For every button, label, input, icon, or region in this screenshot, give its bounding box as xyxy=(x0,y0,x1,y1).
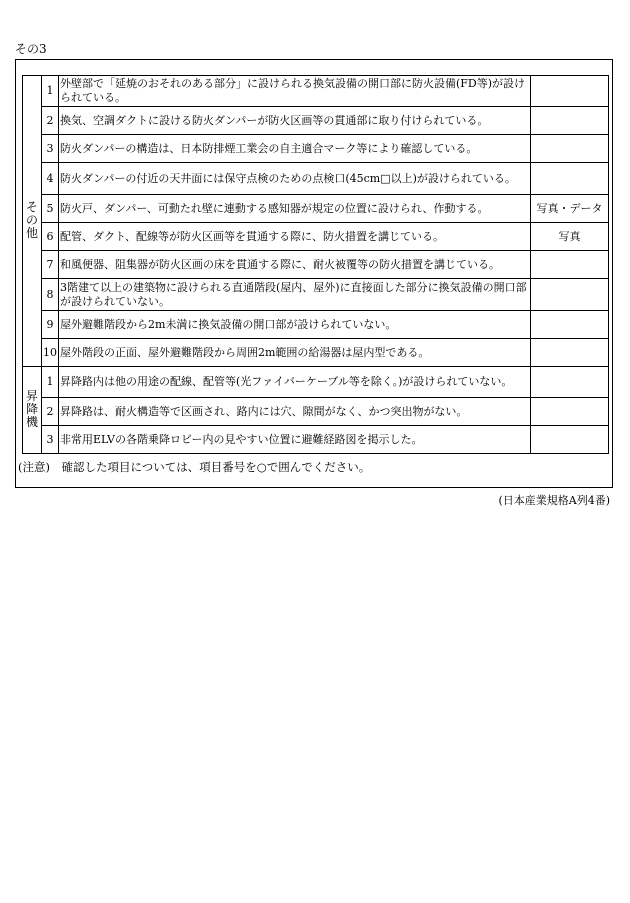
item-text: 和風便器、阻集器が防火区画の床を貫通する際に、耐火被覆等の防火措置を講じている。 xyxy=(59,251,531,279)
table-row xyxy=(23,251,609,279)
table-row xyxy=(23,76,609,107)
item-text: 3階建て以上の建築物に設けられる直通階段(屋内、屋外)に直接面した部分に換気設備の開口部が設けられていない。 xyxy=(59,279,531,311)
item-number: 7 xyxy=(42,251,59,279)
category-label: 昇降機 xyxy=(26,389,39,429)
table-row xyxy=(23,398,609,426)
item-text: 外壁部で「延焼のおそれのある部分」に設けられる換気設備の開口部に防火設備(FD等)が設けられている。 xyxy=(59,76,531,107)
item-number: 8 xyxy=(42,279,59,311)
item-number: 2 xyxy=(42,107,59,135)
table-row xyxy=(23,279,609,311)
evidence-cell xyxy=(531,163,609,195)
evidence-cell xyxy=(531,76,609,107)
evidence-cell xyxy=(531,251,609,279)
item-text: 昇降路内は他の用途の配線、配管等(光ファイバーケーブル等を除く。)が設けられていない。 xyxy=(59,367,531,398)
item-number: 5 xyxy=(42,195,59,223)
table-row xyxy=(23,311,609,339)
category-label: その他 xyxy=(26,200,39,240)
item-number: 3 xyxy=(42,135,59,163)
evidence-cell: 写真 xyxy=(531,223,609,251)
item-text: 防火ダンパーの構造は、日本防排煙工業会の自主適合マーク等により確認している。 xyxy=(59,135,531,163)
item-text: 換気、空調ダクトに設ける防火ダンパーが防火区画等の貫通部に取り付けられている。 xyxy=(59,107,531,135)
table-row xyxy=(23,426,609,454)
item-text: 非常用ELVの各階乗降ロビー内の見やすい位置に避難経路図を掲示した。 xyxy=(59,426,531,454)
category-other xyxy=(23,76,42,367)
table-row xyxy=(23,367,609,398)
checklist-table xyxy=(22,75,609,454)
item-number: 6 xyxy=(42,223,59,251)
item-text: 屋外避難階段から2m未満に換気設備の開口部が設けられていない。 xyxy=(59,311,531,339)
item-text: 防火戸、ダンパー、可動たれ壁に連動する感知器が規定の位置に設けられ、作動する。 xyxy=(59,195,531,223)
evidence-cell xyxy=(531,339,609,367)
item-number: 4 xyxy=(42,163,59,195)
table-row xyxy=(23,163,609,195)
evidence-cell xyxy=(531,367,609,398)
evidence-cell xyxy=(531,311,609,339)
evidence-cell xyxy=(531,426,609,454)
table-row xyxy=(23,223,609,251)
jis-size-label: (日本産業規格A列4番) xyxy=(498,494,610,507)
evidence-cell xyxy=(531,135,609,163)
item-text: 防火ダンパーの付近の天井面には保守点検のための点検口(45cm□以上)が設けられている。 xyxy=(59,163,531,195)
page-label: その3 xyxy=(15,42,47,56)
notice-text: (注意) 確認した項目については、項目番号を○で囲んでください。 xyxy=(18,460,371,474)
evidence-cell xyxy=(531,107,609,135)
item-number: 3 xyxy=(42,426,59,454)
item-text: 屋外階段の正面、屋外避難階段から周囲2m範囲の給湯器は屋内型である。 xyxy=(59,339,531,367)
category-elevator xyxy=(23,367,42,454)
item-number: 1 xyxy=(42,367,59,398)
item-number: 9 xyxy=(42,311,59,339)
item-text: 昇降路は、耐火構造等で区画され、路内には穴、隙間がなく、かつ突出物がない。 xyxy=(59,398,531,426)
item-number: 1 xyxy=(42,76,59,107)
table-row xyxy=(23,339,609,367)
evidence-cell: 写真・データ xyxy=(531,195,609,223)
item-number: 10 xyxy=(42,339,59,367)
item-text: 配管、ダクト、配線等が防火区画等を貫通する際に、防火措置を講じている。 xyxy=(59,223,531,251)
table-row xyxy=(23,135,609,163)
evidence-cell xyxy=(531,398,609,426)
table-row xyxy=(23,195,609,223)
evidence-cell xyxy=(531,279,609,311)
table-row xyxy=(23,107,609,135)
item-number: 2 xyxy=(42,398,59,426)
